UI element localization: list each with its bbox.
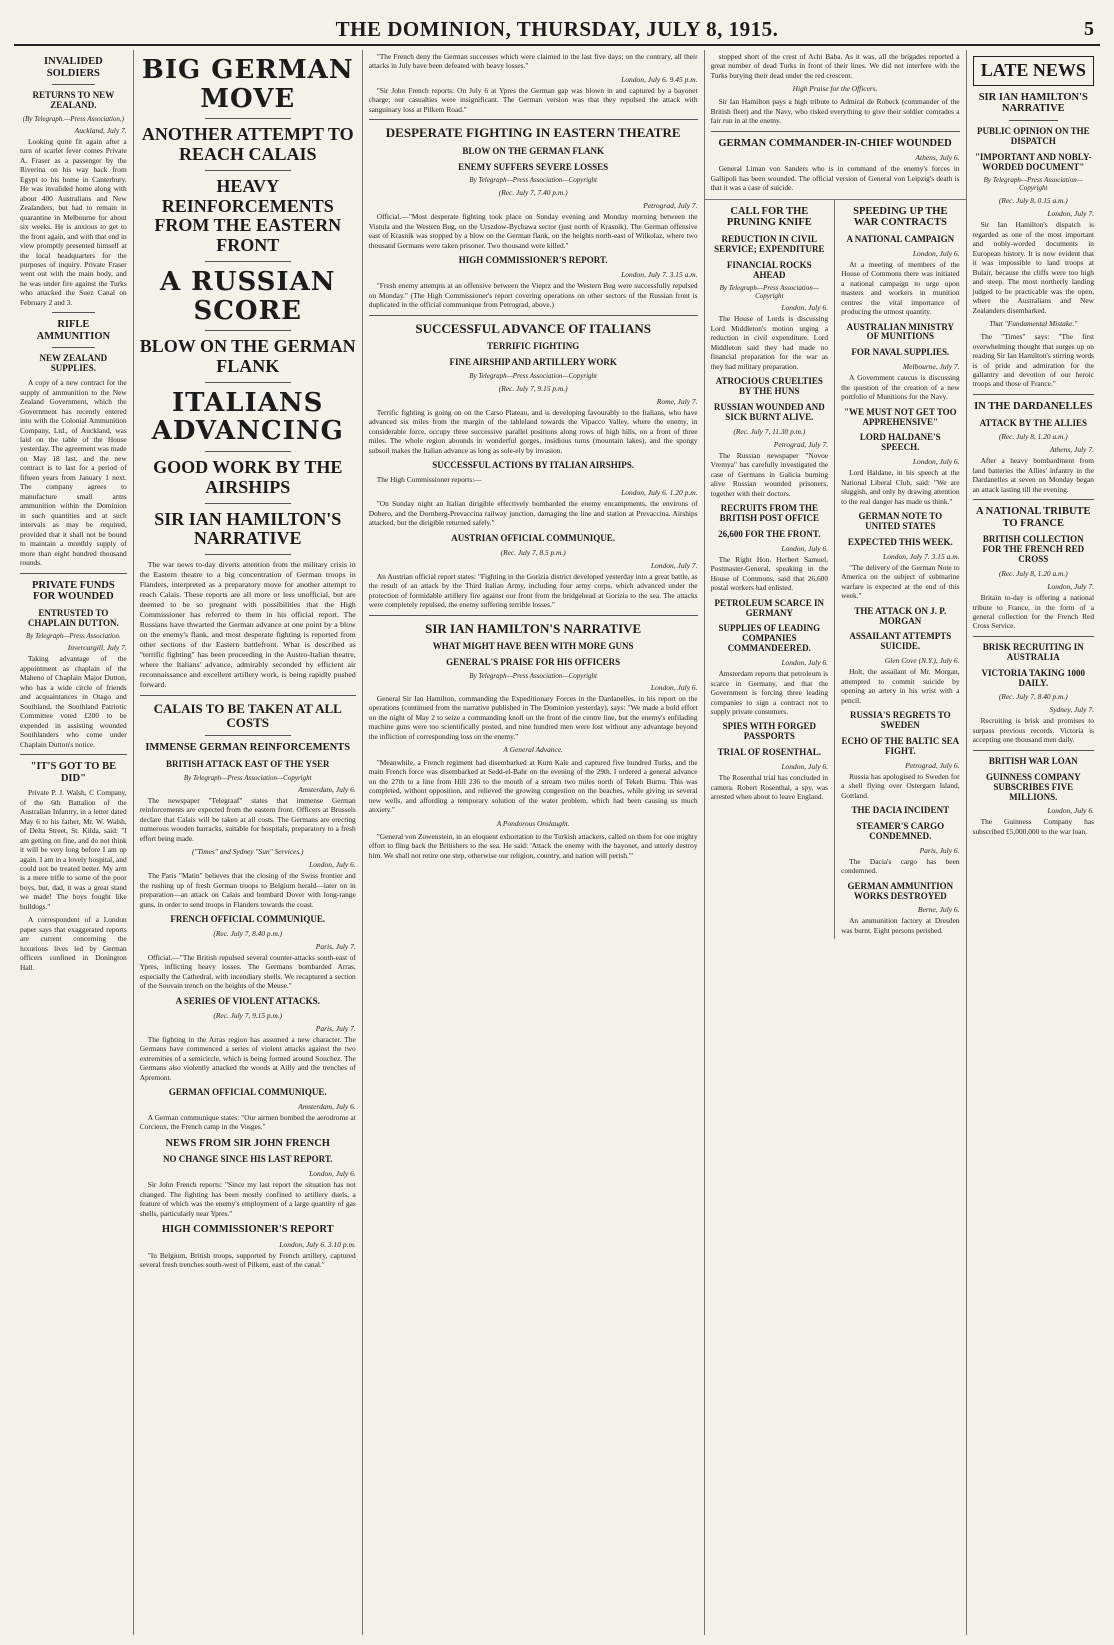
atrocious-rec: (Rec. July 7, 11.30 p.m.) bbox=[733, 426, 806, 436]
rifle-subhead: NEW ZEALAND SUPPLIES. bbox=[39, 353, 108, 374]
headline-blow-flank: BLOW ON THE GERMAN FLANK bbox=[139, 336, 356, 376]
calais-subhead-2: BRITISH ATTACK EAST OF THE YSER bbox=[166, 758, 330, 769]
private-funds-dateline: Invercargill, July 7. bbox=[67, 643, 127, 653]
italian-headline: SUCCESSFUL ADVANCE OF ITALIANS bbox=[415, 320, 651, 336]
mistake-subhead: That "Fundamental Mistake." bbox=[989, 319, 1078, 329]
invalided-subhead: RETURNS TO NEW ZEALAND. bbox=[32, 90, 115, 110]
german-dateline: Amsterdam, July 6. bbox=[298, 1101, 356, 1111]
petroleum-dateline: London, July 6. bbox=[781, 658, 829, 668]
munitions-headline: AUSTRALIAN MINISTRY OF MUNITIONS bbox=[846, 321, 955, 342]
petroleum-subhead: SUPPLIES OF LEADING COMPANIES COMMANDEERED. bbox=[718, 623, 821, 654]
c4-top-body: stopped short of the crest of Achi Baba. As it was, all the brigades reported a great number of dead Turks in front of their lines. We did not interfere with the Turks burying their dead under the red crescent. bbox=[710, 52, 960, 80]
morgan-dateline: Glen Cove (N.Y.), July 6. bbox=[884, 656, 960, 666]
italian-byline: By Telegraph—Press Association—Copyright bbox=[469, 371, 597, 380]
loan-body: The Guinness Company has subscribed £5,000,000 to the war loan. bbox=[972, 817, 1095, 836]
airship-headline: SUCCESSFUL ACTIONS BY ITALIAN AIRSHIPS. bbox=[432, 460, 635, 471]
austrian-dateline: London, July 7. bbox=[650, 560, 698, 570]
spies-body: The Rosenthal trial has concluded in camera. Robert Rosenthal, a spy, was arrested when about to leave England. bbox=[710, 773, 829, 802]
germannote-body: "The delivery of the German Note to America on the subject of submarine warfare is expected at the end of this week." bbox=[841, 562, 960, 601]
invalided-headline: INVALIDED SOLDIERS bbox=[43, 56, 103, 79]
todo-body: Private P. J. Walsh, C Company, of the 6th Battalion of the Australian Infantry, in a letter dated May 6 to his father, Mr. W. Walsh, of Delta Street, St. Kilda, said: "I am getting on fine, and do not think it will be very long before I am up again. I am in a lovely hospital, and could not be treated better. My arm is a mere trifle to some of the poor boys, but, dad, it was a great stand we made! The boys fought like bulldogs." bbox=[20, 788, 127, 911]
french-news-headline: NEWS FROM SIR JOHN FRENCH bbox=[165, 1137, 330, 1149]
sub-column-left bbox=[705, 200, 836, 940]
speeding-body: At a meeting of members of the House of Commons there was initiated a national campaign to urge upon masters and workers in munition centres the vital importance of producing the utmost quantity. bbox=[841, 259, 960, 317]
loan-subhead: GUINNESS COMPANY SUBSCRIBES FIVE MILLIONS. bbox=[985, 771, 1081, 802]
french-headline: FRENCH OFFICIAL COMMUNIQUE. bbox=[170, 913, 326, 924]
airship-lead: The High Commissioner reports:— bbox=[376, 474, 482, 484]
petroleum-body: Amsterdam reports that petroleum is scarce in Germany, and that the Government is forcing three leading companies to sign a contract not to supply private consumers. bbox=[710, 669, 829, 717]
germannote-headline: GERMAN NOTE TO UNITED STATES bbox=[858, 511, 943, 531]
late-body: Sir Ian Hamilton's dispatch is regarded as one of the most important and nobly-worded documents in European history. It is now evident that it was impossible to land troops at Bulair, because the cliffs were too high and steep. The most northerly landing judged to be practicable was the open, where the Australians and New Zealanders disembarked. bbox=[972, 220, 1095, 315]
dardanelles-body: After a heavy bombardment from land batteries the Allies' infantry in the Dardanelles at seven on Monday began an attack lasting till the evening. bbox=[972, 456, 1095, 494]
late-rec: (Rec. July 8, 0.15 a.m.) bbox=[998, 196, 1068, 206]
todo-headline: "IT'S GOT TO BE DID" bbox=[30, 761, 117, 784]
hamilton-subhead-2: GENERAL'S PRAISE FOR HIS OFFICERS bbox=[446, 656, 621, 667]
pruning-subhead-2: FINANCIAL ROCKS AHEAD bbox=[726, 259, 812, 280]
eastern-subhead: BLOW ON THE GERMAN FLANK bbox=[462, 145, 604, 156]
masthead-title: THE DOMINION, THURSDAY, JULY 8, 1915. bbox=[335, 16, 779, 41]
munitions-subhead: FOR NAVAL SUPPLIES. bbox=[851, 347, 950, 358]
airship-body: "On Sunday night an Italian dirigible effectively bombarded the enemy encampments, the environs of Dobero, and the Dornberg-Prevaccina railway junction, damaging the line and station at Prevaccina. Airships attacked, but the dirigible returned safely." bbox=[368, 499, 698, 528]
german-body: A German communique states: "Our airmen bombed the aerodrome at Corcieux, the French camp in the Vosges." bbox=[139, 1112, 356, 1132]
column-5 bbox=[967, 50, 1100, 1635]
spies-headline: SPIES WITH FORGED PASSPORTS bbox=[722, 721, 816, 742]
speeding-headline: SPEEDING UP THE WAR CONTRACTS bbox=[853, 205, 948, 229]
eastern-body: Official.—"Most desperate fighting took place on Sunday evening and Monday morning between the Vistula and the Western Bug, on the Urszdow-Bychawa sector (just north of Krasnik). The German offensive east of Krasnik was stopped by a blow on the German flank, on the heights north-east of Wilkolaz, where two thousand Germans were taken prisoner. Two thousand were killed." bbox=[368, 212, 698, 250]
ammo-headline: GERMAN AMMUNITION WORKS DESTROYED bbox=[847, 880, 954, 901]
dacia-subhead: STEAMER'S CARGO CONDEMNED. bbox=[856, 820, 945, 841]
violent-headline: A SERIES OF VIOLENT ATTACKS. bbox=[175, 995, 320, 1006]
speeding-subhead: A NATIONAL CAMPAIGN bbox=[846, 233, 955, 244]
brisk-rec: (Rec. July 7, 8.40 p.m.) bbox=[998, 692, 1068, 702]
correspondent-body: A correspondent of a London paper says that exaggerated reports are current concerning the luxurious lives led by German officers confined in Donington Hall. bbox=[20, 915, 127, 972]
pruning-dateline: London, July 6. bbox=[781, 303, 829, 313]
column-3 bbox=[363, 50, 705, 1635]
recruits-headline: RECRUITS FROM THE BRITISH POST OFFICE bbox=[719, 503, 819, 524]
commander-headline: GERMAN COMMANDER-IN-CHIEF WOUNDED bbox=[718, 137, 952, 149]
column-2 bbox=[134, 50, 363, 1635]
hamilton-byline: By Telegraph—Press Association—Copyright bbox=[469, 671, 597, 680]
italian-subhead-2: FINE AIRSHIP AND ARTILLERY WORK bbox=[449, 356, 617, 367]
loan-headline: BRITISH WAR LOAN bbox=[988, 755, 1078, 766]
dacia-body: The Dacia's cargo has been condemned. bbox=[841, 856, 960, 876]
hc-dateline: London, July 6. 3.10 p.m. bbox=[279, 1239, 356, 1249]
invalided-dateline: Auckland, July 7. bbox=[74, 125, 127, 135]
atrocious-body: The Russian newspaper "Novoe Vremya" has carefully investigated the case of Germans in Galicia burning alive Russian wounded prisoners, together with their doctors. bbox=[710, 450, 829, 498]
spies-dateline: London, July 6. bbox=[781, 762, 829, 772]
german-headline: GERMAN OFFICIAL COMMUNIQUE. bbox=[168, 1086, 327, 1097]
italian-body: Terrific fighting is going on on the Carso Plateau, and is developing favourably to the Italians, who have advanced six miles from the margin of the tableland towards the Vipacco Valley, where the enemy, in considerable force, occupy three successive parallel positions along rows of high hills, on a front of three miles. The whole region abounds in wonderful gorges, insidious turns (mountain lakes), and the spongy subsoil makes the Italian advance as long as sole-ely by invasion. bbox=[368, 407, 698, 455]
dardanelles-rec: (Rec. July 8, 1.20 a.m.) bbox=[998, 432, 1068, 442]
morgan-subhead: ASSAILANT ATTEMPTS SUICIDE. bbox=[849, 631, 952, 652]
dacia-dateline: Paris, July 6. bbox=[919, 845, 960, 855]
tribute-body: Britain to-day is offering a national tribute to France, in the form of a general collection for the French Red Cross Service. bbox=[972, 593, 1095, 631]
loan-dateline: London, July 6. bbox=[1047, 806, 1095, 816]
brisk-headline: BRISK RECRUITING IN AUSTRALIA bbox=[982, 641, 1084, 662]
calais-byline: By Telegraph—Press Association—Copyright bbox=[183, 773, 312, 782]
speeding-dateline: London, July 6. bbox=[912, 248, 960, 258]
germannote-subhead: EXPECTED THIS WEEK. bbox=[847, 536, 953, 547]
sweden-subhead: ECHO OF THE BALTIC SEA FIGHT. bbox=[841, 735, 960, 756]
munitions-dateline: Melbourne, July 7. bbox=[902, 362, 960, 372]
calais-subhead: IMMENSE GERMAN REINFORCEMENTS bbox=[145, 742, 351, 754]
headline-russian-score: A RUSSIAN SCORE bbox=[159, 266, 336, 326]
calais-dateline-2: London, July 6. bbox=[309, 860, 356, 870]
hamilton-body: General Sir Ian Hamilton, commanding the Expeditionary Forces in the Dardanelles, in his report on the operations (continued from the narrative published in The Dominion yesterday), says: "We made a bold effort on the night of May 2 to seize a commanding knoll on the front of the centre line, but the enemy's enfilading machine guns were too scientifically posted, and nine hundred men were lost without any advantage beyond the infliction of corresponding loss on the enemy." bbox=[368, 693, 698, 741]
advance-body: "Meanwhile, a French regiment had disembarked at Kum Kale and captured five hundred Turks, and the main French force was disembarked at Sedd-el-Bahr on the evening of the 29th. I ordered a general advance on the 27th to a line from Hill 236 to the mouth of a stream two miles north of Tekeh Burnu. This was completed, without opposition, and relieved the growing congestion on the beaches, while giving us several new wells, and affording a temporary solution of the water problem, which had been causing us much anxiety." bbox=[368, 757, 698, 815]
dardanelles-subhead: ATTACK BY THE ALLIES bbox=[979, 417, 1088, 428]
top-body-2: "Sir John French reports: On July 6 at Ypres the German gap was blown in and captured by a bayonet charge; our casualties were insignificant. The German version was that they repulsed the attack with sanguinary loss at Pilkem Road." bbox=[368, 85, 698, 114]
haldane-headline: "WE MUST NOT GET TOO APPREHENSIVE" bbox=[843, 406, 957, 427]
hc2-headline: HIGH COMMISSIONER'S REPORT. bbox=[458, 255, 608, 266]
spies-subhead: TRIAL OF ROSENTHAL. bbox=[717, 747, 822, 758]
eastern-dateline: Petrograd, July 7. bbox=[643, 201, 698, 211]
intro-body: The war news to-day diverts attention from the military crisis in the Eastern theatre to a big concentration of German troops in Flanders, interpreted as a preparatory move for another attempt to reach Calais. These reports are all more or less unofficial, but are deemed to be so pregnant with possibilities that the High Commissioner has referred to them in his official report. The Russians have thwarted the German advance at one point by a blow on the enemy's flank, and most desperate fighting is reported from other sections of the Eastern battlefront. What is described as "terrific fighting" has been proceeding in the Austro-Italian theatre, where the Italians' advance, admirably seconded by efficient air reconnaissance and excellent artillery work, is being rapidly pushed forward. bbox=[139, 560, 356, 689]
late-subhead-3: "IMPORTANT AND NOBLY-WORDED DOCUMENT" bbox=[974, 151, 1092, 172]
dardanelles-dateline: Athens, July 7. bbox=[1049, 445, 1095, 455]
invalided-byline: (By Telegraph.—Press Association.) bbox=[22, 114, 124, 123]
private-funds-headline: PRIVATE FUNDS FOR WOUNDED bbox=[31, 579, 115, 603]
late-byline: By Telegraph—Press Association—Copyright bbox=[983, 176, 1083, 193]
french-news-subhead: NO CHANGE SINCE HIS LAST REPORT. bbox=[163, 1154, 333, 1165]
austrian-body: An Austrian official report states: "Fighting in the Gorizia district developed yesterday into a great battle, as the result of an attack by the Third Italian Army, including four army corps, which advanced under the protection of formidable artillery fire against our front from the bridgehead at Gorizia to the sea. The attacks were completely repulsed, the enemy suffering terrible losses." bbox=[368, 571, 698, 610]
newspaper-page bbox=[14, 50, 1100, 1635]
french-body: Official.—"The British repulsed several counter-attacks south-east of Ypres, inflicting heavy losses. The Germans bombarded Arras, especially the Cathedral, with incendiary shells. We recaptured a section of the Souvain trench on the heights of the Meuse." bbox=[139, 952, 356, 991]
praise-body: Sir Ian Hamilton pays a high tribute to Admiral de Robeck (commander of the British fleet) and the Navy, who risked everything to give their soldier comrades a fair run in at the enemy. bbox=[710, 97, 960, 126]
dardanelles-headline: IN THE DARDANELLES bbox=[974, 400, 1093, 412]
recruits-body: The Right Hon. Herbert Samuel, Postmaster-General, speaking in the House of Commons, said that 26,600 postal workers had enlisted. bbox=[710, 554, 829, 593]
italian-dateline: Rome, July 7. bbox=[656, 396, 698, 406]
main-headline: BIG GERMAN MOVE bbox=[141, 55, 354, 114]
commander-dateline: Athens, July 6. bbox=[915, 153, 960, 163]
private-funds-byline: By Telegraph—Press Association. bbox=[25, 632, 121, 641]
atrocious-dateline: Petrograd, July 7. bbox=[773, 439, 829, 449]
tribute-dateline: London, July 7. bbox=[1047, 582, 1095, 592]
eastern-rec: (Rec. July 7, 7.40 p.m.) bbox=[498, 188, 568, 198]
hc-body: "In Belgium, British troops, supported by French artillery, captured several fresh trenches south-west of Pilkem, east of the canal." bbox=[139, 1250, 356, 1270]
calais-body-2: The Paris "Matin" believes that the closing of the Swiss frontier and the rushing up of fresh German troops to Belgium herald—later on in preparation—an attack on Calais and bombard Dover with long-range guns, in order to send troops in Flanders towards the coast. bbox=[139, 871, 356, 909]
munitions-body: A Government caucus is discussing the question of the creation of a new portfolio of Munitions for the Navy. bbox=[841, 373, 960, 402]
headline-hamilton: SIR IAN HAMILTON'S NARRATIVE bbox=[154, 508, 342, 549]
calais-dateline: Amsterdam, July 6. bbox=[298, 784, 356, 794]
italian-subhead: TERRIFIC FIGHTING bbox=[487, 340, 580, 351]
private-funds-body: Taking advantage of the appointment as chaplain of the Maheno of Chaplain Major Dutton, who has a wide circle of friends and acquaintances in Otago and Southland, the Southland Patriotic Committee voted £200 to be expended in assisting wounded Southlanders who come under Chaplain Dutton's notice. bbox=[20, 654, 127, 749]
brisk-body: Recruiting is brisk and promises to surpass previous records. Victoria is accepting one thousand men daily. bbox=[972, 716, 1095, 745]
eastern-subhead-2: ENEMY SUFFERS SEVERE LOSSES bbox=[458, 161, 609, 172]
violent-dateline: Paris, July 7. bbox=[315, 1023, 356, 1033]
pruning-body: The House of Lords is discussing Lord Middleton's motion urging a reduction in civil expenditure. Lord Middleton said they had made no financial preparation for the war as they had military preparation. bbox=[710, 314, 829, 371]
hc2-dateline: London, July 7. 3.15 a.m. bbox=[621, 270, 698, 280]
hamilton-subhead: WHAT MIGHT HAVE BEEN WITH MORE GUNS bbox=[432, 640, 634, 651]
pruning-subhead: REDUCTION IN CIVIL SERVICE; EXPENDITURE bbox=[714, 233, 825, 254]
italian-rec: (Rec. July 7, 9.15 p.m.) bbox=[498, 383, 568, 393]
column-4 bbox=[705, 50, 967, 1635]
french-dateline: Paris, July 7. bbox=[315, 941, 356, 951]
praise-subhead: High Praise for the Officers. bbox=[792, 84, 878, 94]
late-news-headline: LATE NEWS bbox=[973, 56, 1094, 86]
tribute-subhead: BRITISH COLLECTION FOR THE FRENCH RED CROSS bbox=[982, 534, 1085, 565]
invalided-body: Looking quite fit again after a turn of scarlet fever comes Private A. Fraser as a passenger by the Riverina on his way back from Egypt to his home in Canterbury. He was invalided home along with about 400 Australians and New Zealanders, but had to remain in quarantine in Melbourne for about six weeks. He is anxious to get to the front again, and with that end in view promptly presented himself at the local headquarters for the purposes of inquiry. Private Fraser went out with the main body, and he was under fire against the Turks who attacked the Suez Canal on February 2 and 3. bbox=[20, 136, 127, 307]
morgan-headline: THE ATTACK ON J. P. MORGAN bbox=[854, 605, 947, 626]
late-subhead-2: PUBLIC OPINION ON THE DISPATCH bbox=[976, 125, 1090, 146]
morgan-body: Holt, the assailant of Mr. Morgan, attempted to commit suicide by opening an artery in his wrist with a pencil. bbox=[841, 667, 960, 705]
masthead bbox=[14, 14, 1100, 46]
petroleum-headline: PETROLEUM SCARCE IN GERMANY bbox=[714, 597, 825, 618]
hc2-body: "Fresh enemy attempts at an offensive between the Vieprz and the Western Bug were successfully repulsed on Monday." (The High Commissioner's report covering operations on other sectors of the Russian front is duplicated in the official communique from Petrograd, above.) bbox=[368, 281, 698, 310]
haldane-dateline: London, July 6. bbox=[912, 457, 960, 467]
split-section bbox=[705, 199, 966, 940]
germannote-dateline: London, July 7. 3.15 a.m. bbox=[883, 551, 960, 561]
eastern-byline: By Telegraph—Press Association—Copyright bbox=[469, 176, 597, 185]
eastern-headline: DESPERATE FIGHTING IN EASTERN THEATRE bbox=[385, 125, 681, 141]
late-subhead: SIR IAN HAMILTON'S NARRATIVE bbox=[978, 91, 1088, 115]
ammo-body: An ammunition factory at Dresden was burnt. Eight persons perished. bbox=[841, 916, 960, 935]
headline-calais: ANOTHER ATTEMPT TO REACH CALAIS bbox=[141, 124, 354, 164]
rifle-headline: RIFLE AMMUNITION bbox=[36, 319, 111, 342]
advance-subhead: A General Advance. bbox=[503, 744, 563, 754]
recruits-dateline: London, July 6. bbox=[781, 543, 829, 553]
atrocious-headline: ATROCIOUS CRUELTIES BY THE HUNS bbox=[715, 376, 823, 397]
sweden-headline: RUSSIA'S REGRETS TO SWEDEN bbox=[849, 710, 951, 730]
ammo-dateline: Berne, July 6. bbox=[917, 905, 960, 915]
calais-headline: CALAIS TO BE TAKEN AT ALL COSTS bbox=[153, 700, 342, 731]
calais-body: The newspaper "Telegraaf" states that immense German reinforcements are expected from the eastern front. Officers at Brussels declare that Calais will be taken at all costs. The Germans are erecting numerous wooden barracks, suitable for hospitals, preparatory to a fresh effort being made. bbox=[139, 795, 356, 843]
pruning-byline: By Telegraph—Press Association—Copyright bbox=[719, 284, 819, 301]
dacia-headline: THE DACIA INCIDENT bbox=[851, 805, 950, 816]
violent-rec: (Rec. July 7, 9.15 p.m.) bbox=[213, 1010, 283, 1020]
hc-headline: HIGH COMMISSIONER'S REPORT bbox=[161, 1224, 334, 1236]
sub-column-right bbox=[835, 200, 966, 940]
violent-body: The fighting in the Arras region has assumed a new character. The Germans have commenced a series of violent attacks against the two extremities of a semicircle, which is being formed around Souchez. The Germans also violently attacked the woods at Ailly and the trenches of Apremont. bbox=[139, 1034, 356, 1082]
tribute-rec: (Rec. July 8, 1.20 a.m.) bbox=[998, 569, 1068, 579]
brisk-dateline: Sydney, July 7. bbox=[1049, 705, 1095, 715]
onslaught-body: "General von Zowenstein, in an eloquent exhortation to the Turkish attackers, called on them for one mighty effort to fling back the Britishers to the sea. He said: 'Attack the enemy with the bayonet, and utterly destroy him. We shall not retire one step, otherwise our religion, country, and nation will perish.'" bbox=[368, 831, 698, 860]
french-rec: (Rec. July 7, 8.40 p.m.) bbox=[213, 928, 283, 938]
airship-dateline: London, July 6. 1.20 p.m. bbox=[621, 488, 698, 498]
french-news-body: Sir John French reports: "Since my last report the situation has not changed. The fighting has been mostly confined to artillery duels, a feature of which was the enemy's employment of a large quantity of gas shells, particularly near Ypres." bbox=[139, 1180, 356, 1218]
column-1 bbox=[14, 50, 134, 1635]
tribute-headline: A NATIONAL TRIBUTE TO FRANCE bbox=[976, 506, 1091, 529]
private-funds-subhead: ENTRUSTED TO CHAPLAIN DUTTON. bbox=[27, 607, 119, 628]
top-dateline: London, July 6. 9.45 p.m. bbox=[621, 74, 698, 84]
haldane-subhead: LORD HALDANE'S SPEECH. bbox=[859, 432, 941, 453]
hamilton-headline: SIR IAN HAMILTON'S NARRATIVE bbox=[425, 620, 642, 636]
commander-body: General Liman von Sanders who is in command of the enemy's forces in Gallipoli has been wounded. The official version of General von Leipzig's death is that it was a case of suicide. bbox=[710, 164, 960, 193]
sweden-body: Russia has apologised to Sweden for a shell flying over Ostergarn Island, Gottland. bbox=[841, 771, 960, 800]
pruning-headline: CALL FOR THE PRUNING KNIFE bbox=[726, 205, 812, 229]
recruits-subhead: 26,600 FOR THE FRONT. bbox=[718, 528, 821, 539]
headline-airships: GOOD WORK BY THE AIRSHIPS bbox=[153, 456, 343, 497]
rifle-body: A copy of a new contract for the supply of ammunition to the New Zealand Government, which the Government has recently entered into with the Colonial Ammunition Company, Ltd., of Auckland, was laid on the table of the House yesterday. The agreement was made on May 18 last, and the new contract is to last for a period of fifteen years from January 1 next. The company agrees to manufacture small arms ammunition within the Dominion in such quantities and at such intervals as may be required, provided that it shall not be bound to maintain a monthly supply of more than eight hundred thousand rounds. bbox=[20, 378, 127, 568]
brisk-subhead: VICTORIA TAKING 1000 DAILY. bbox=[981, 667, 1086, 688]
headline-italians: ITALIANS ADVANCING bbox=[151, 387, 344, 447]
haldane-body: Lord Haldane, in his speech at the National Liberal Club, said: "We are sluggish, and only by drawing attention to the real danger has made us think." bbox=[841, 468, 960, 506]
austrian-headline: AUSTRIAN OFFICIAL COMMUNIQUE. bbox=[451, 532, 616, 543]
austrian-rec: (Rec. July 7, 8.5 p.m.) bbox=[500, 547, 566, 557]
french-news-dateline: London, July 6. bbox=[309, 1169, 356, 1179]
calais-credit: ("Times" and Sydney "Sun" Services.) bbox=[191, 847, 304, 857]
top-body: "The French deny the German successes which were claimed in the last five days; on the contrary, all their attacks in July have been defeated with heavy losses." bbox=[368, 52, 698, 71]
headline-reinforcements: HEAVY REINFORCEMENTS FROM THE EASTERN FRONT bbox=[154, 175, 342, 256]
onslaught-subhead: A Pondorous Onslaught. bbox=[496, 818, 570, 828]
page-number: 5 bbox=[1084, 18, 1094, 40]
sweden-dateline: Petrograd, July 6. bbox=[905, 760, 960, 770]
hamilton-dateline: London, July 6. bbox=[650, 682, 698, 692]
atrocious-subhead: RUSSIAN WOUNDED AND SICK BURNT ALIVE. bbox=[713, 402, 825, 422]
late-dateline: London, July 7. bbox=[1047, 209, 1095, 219]
mistake-body: The "Times" says: "The first overwhelming thought that surges up on reading Sir Ian Hamilton's stirring words is of pride and admiration for the gallantry and devotion of our heroic troops and those of France." bbox=[972, 332, 1095, 389]
